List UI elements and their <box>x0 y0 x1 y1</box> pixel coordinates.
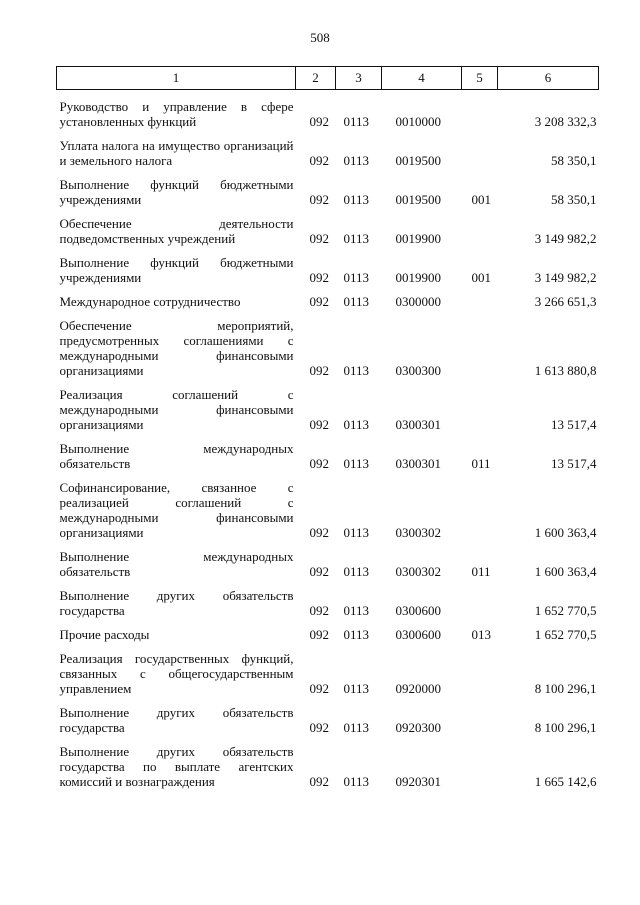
row-target-code: 0300302 <box>395 525 441 540</box>
table-row <box>57 441 599 471</box>
header-col-5: 5 <box>462 67 498 90</box>
header-col-3: 3 <box>336 67 382 90</box>
row-spacer-cell <box>57 579 599 588</box>
row-target-code: 0300301 <box>395 417 441 432</box>
row-admin-code: 092 <box>309 114 329 129</box>
row-section-code: 0113 <box>343 720 370 735</box>
row-spacer-cell <box>57 735 599 744</box>
row-name: Прочие расходы <box>59 627 150 642</box>
row-expense-type <box>462 294 498 309</box>
row-name: Уплата налога на имущество организаций и земельного налога <box>59 138 294 168</box>
row-section-code: 0113 <box>343 363 370 378</box>
row-spacer-cell <box>57 696 599 705</box>
row-spacer-cell <box>57 246 599 255</box>
table-row <box>57 480 599 540</box>
table-row <box>57 744 599 789</box>
row-admin-code: 092 <box>309 564 329 579</box>
row-admin-code: 092 <box>309 627 329 642</box>
row-expense-type: 011 <box>471 456 491 471</box>
row-admin-code: 092 <box>309 417 329 432</box>
row-spacer <box>57 579 599 588</box>
row-amount: 3 208 332,3 <box>534 114 597 129</box>
table-body <box>57 90 599 790</box>
row-amount: 1 600 363,4 <box>534 525 597 540</box>
row-section-code: 0113 <box>343 564 370 579</box>
row-name: Выполнение других обязательств государства <box>59 588 294 618</box>
row-spacer <box>57 378 599 387</box>
row-spacer <box>57 540 599 549</box>
row-target-code: 0019900 <box>395 270 441 285</box>
row-spacer <box>57 168 599 177</box>
row-spacer <box>57 735 599 744</box>
row-target-code: 0019500 <box>395 153 441 168</box>
row-admin-code: 092 <box>309 363 329 378</box>
header-col-2: 2 <box>296 67 336 90</box>
row-spacer-cell <box>57 207 599 216</box>
table-row <box>57 216 599 246</box>
row-amount: 58 350,1 <box>551 153 597 168</box>
row-admin-code: 092 <box>309 231 329 246</box>
row-section-code: 0113 <box>343 525 370 540</box>
row-section-code: 0113 <box>343 192 370 207</box>
row-spacer <box>57 207 599 216</box>
row-spacer <box>57 432 599 441</box>
row-amount: 3 266 651,3 <box>534 294 597 309</box>
row-expense-type <box>462 387 498 432</box>
row-admin-code: 092 <box>309 153 329 168</box>
table-row <box>57 255 599 285</box>
row-admin-code: 092 <box>309 525 329 540</box>
row-target-code: 0300300 <box>395 363 441 378</box>
row-section-code: 0113 <box>343 270 370 285</box>
row-expense-type: 013 <box>471 627 491 642</box>
row-spacer <box>57 471 599 480</box>
row-amount: 1 652 770,5 <box>534 603 597 618</box>
row-spacer-cell <box>57 309 599 318</box>
row-expense-type <box>462 651 498 696</box>
row-target-code: 0300600 <box>395 627 441 642</box>
row-target-code: 0019500 <box>395 192 441 207</box>
table-row <box>57 705 599 735</box>
table-row <box>57 627 599 642</box>
table-row <box>57 588 599 618</box>
page-number: 508 <box>310 30 330 45</box>
row-expense-type <box>462 744 498 789</box>
row-spacer-cell <box>57 285 599 294</box>
row-section-code: 0113 <box>343 627 370 642</box>
row-amount: 1 665 142,6 <box>534 774 597 789</box>
row-admin-code: 092 <box>309 720 329 735</box>
row-section-code: 0113 <box>343 417 370 432</box>
table-row <box>57 177 599 207</box>
row-admin-code: 092 <box>309 294 329 309</box>
row-amount: 1 600 363,4 <box>534 564 597 579</box>
table-header <box>57 67 599 90</box>
row-spacer <box>57 642 599 651</box>
row-target-code: 0300301 <box>395 456 441 471</box>
row-spacer <box>57 129 599 138</box>
row-target-code: 0300000 <box>395 294 441 309</box>
table-row <box>57 318 599 378</box>
row-name: Руководство и управление в сфере установленных функций <box>59 99 294 129</box>
row-name: Выполнение международных обязательств <box>59 549 294 579</box>
row-spacer-cell <box>57 618 599 627</box>
row-name: Выполнение международных обязательств <box>59 441 294 471</box>
row-name: Софинансирование, связанное с реализацией соглашений с международными финансовыми организациями <box>59 480 294 540</box>
table-row <box>57 138 599 168</box>
row-target-code: 0019900 <box>395 231 441 246</box>
row-section-code: 0113 <box>343 774 370 789</box>
row-spacer <box>57 618 599 627</box>
row-amount: 8 100 296,1 <box>534 720 597 735</box>
row-section-code: 0113 <box>343 294 370 309</box>
row-target-code: 0920300 <box>395 720 441 735</box>
row-spacer <box>57 246 599 255</box>
table-row <box>57 387 599 432</box>
row-name: Выполнение других обязательств государства по выплате агентских комиссий и вознаграждения <box>59 744 294 789</box>
row-spacer-cell <box>57 642 599 651</box>
row-expense-type <box>462 588 498 618</box>
row-target-code: 0300302 <box>395 564 441 579</box>
row-name: Выполнение других обязательств государства <box>59 705 294 735</box>
row-spacer-cell <box>57 471 599 480</box>
row-amount: 3 149 982,2 <box>534 270 597 285</box>
row-name: Обеспечение мероприятий, предусмотренных соглашениями с международными финансовыми организациями <box>59 318 294 378</box>
row-name: Реализация государственных функций, связанных с общегосударственным управлением <box>59 651 294 696</box>
row-name: Выполнение функций бюджетными учреждениями <box>59 255 294 285</box>
row-expense-type: 001 <box>471 270 491 285</box>
row-section-code: 0113 <box>343 603 370 618</box>
budget-table <box>56 66 599 789</box>
row-amount: 1 613 880,8 <box>534 363 597 378</box>
row-expense-type <box>462 216 498 246</box>
table-row <box>57 651 599 696</box>
row-admin-code: 092 <box>309 456 329 471</box>
row-section-code: 0113 <box>343 456 370 471</box>
header-col-4: 4 <box>382 67 462 90</box>
header-col-1: 1 <box>57 67 296 90</box>
row-expense-type: 001 <box>471 192 491 207</box>
row-amount: 13 517,4 <box>551 456 597 471</box>
row-expense-type: 011 <box>471 564 491 579</box>
row-section-code: 0113 <box>343 153 370 168</box>
row-expense-type <box>462 99 498 129</box>
row-admin-code: 092 <box>309 603 329 618</box>
row-admin-code: 092 <box>309 774 329 789</box>
row-name: Реализация соглашений с международными финансовыми организациями <box>59 387 294 432</box>
row-admin-code: 092 <box>309 270 329 285</box>
row-amount: 58 350,1 <box>551 192 597 207</box>
table-row <box>57 99 599 129</box>
row-name: Выполнение функций бюджетными учреждениями <box>59 177 294 207</box>
table-row <box>57 294 599 309</box>
row-spacer-cell <box>57 540 599 549</box>
row-spacer <box>57 90 599 100</box>
row-spacer-cell <box>57 432 599 441</box>
table-row <box>57 549 599 579</box>
row-target-code: 0920301 <box>395 774 441 789</box>
row-expense-type <box>462 318 498 378</box>
row-amount: 8 100 296,1 <box>534 681 597 696</box>
row-amount: 13 517,4 <box>551 417 597 432</box>
row-expense-type <box>462 138 498 168</box>
row-spacer-cell <box>57 168 599 177</box>
row-section-code: 0113 <box>343 231 370 246</box>
row-expense-type <box>462 705 498 735</box>
row-spacer-cell <box>57 90 599 100</box>
row-section-code: 0113 <box>343 681 370 696</box>
row-name: Обеспечение деятельности подведомственных учреждений <box>59 216 294 246</box>
header-col-6: 6 <box>498 67 599 90</box>
row-admin-code: 092 <box>309 192 329 207</box>
row-spacer-cell <box>57 129 599 138</box>
row-expense-type <box>462 480 498 540</box>
row-target-code: 0010000 <box>395 114 441 129</box>
row-spacer <box>57 696 599 705</box>
row-admin-code: 092 <box>309 681 329 696</box>
row-target-code: 0300600 <box>395 603 441 618</box>
row-section-code: 0113 <box>343 114 370 129</box>
header-row <box>57 67 599 90</box>
row-spacer <box>57 285 599 294</box>
row-amount: 3 149 982,2 <box>534 231 597 246</box>
row-spacer-cell <box>57 378 599 387</box>
row-name: Международное сотрудничество <box>59 294 241 309</box>
row-target-code: 0920000 <box>395 681 441 696</box>
row-spacer <box>57 309 599 318</box>
row-amount: 1 652 770,5 <box>534 627 597 642</box>
